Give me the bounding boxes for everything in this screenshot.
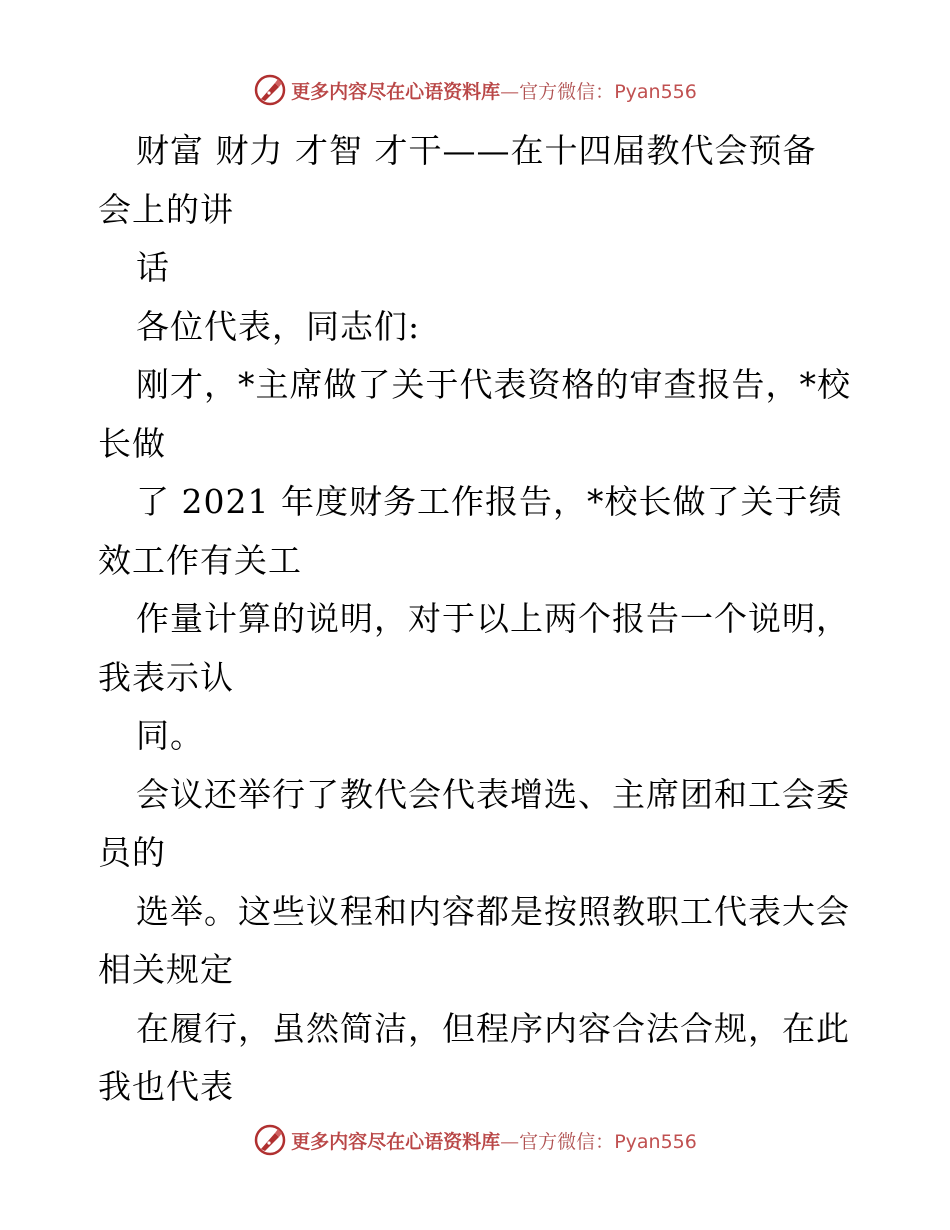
document-line: 长做 [98, 423, 166, 463]
document-line: 了 2021 年度财务工作报告，*校长做了关于绩 [136, 482, 843, 521]
watermark-wechat-id: Pyan556 [614, 1130, 697, 1153]
document-line: 选举。这些议程和内容都是按照教职工代表大会 [136, 891, 850, 931]
watermark-text [291, 1127, 697, 1154]
document-line: 我也代表 [98, 1067, 234, 1106]
watermark-separator: — [500, 1130, 520, 1153]
watermark-brand: 更多内容尽在心语资料库 [291, 1130, 501, 1153]
watermark-label: 官方微信： [519, 80, 615, 103]
watermark-label: 官方微信： [519, 1130, 615, 1153]
document-line: 我表示认 [98, 657, 234, 697]
document-line: 作量计算的说明，对于以上两个报告一个说明， [136, 599, 850, 638]
watermark-separator: — [500, 80, 520, 103]
document-line: 会上的讲 [98, 189, 234, 229]
document-body [98, 122, 858, 1117]
document-line: 话 [136, 248, 170, 287]
document-line: 相关规定 [98, 950, 234, 989]
document-line: 会议还举行了教代会代表增选、主席团和工会委 [136, 774, 850, 814]
pen-nib-logo-icon [253, 1123, 287, 1157]
document-line: 刚才，*主席做了关于代表资格的审查报告，*校 [136, 365, 851, 404]
watermark-top [0, 70, 950, 110]
document-line: 同。 [136, 716, 204, 755]
pen-nib-logo-icon [253, 73, 287, 107]
watermark-brand: 更多内容尽在心语资料库 [291, 80, 501, 103]
document-line: 员的 [98, 833, 166, 872]
document-line: 财富 财力 才智 才干——在十四届教代会预备 [136, 131, 817, 170]
document-line: 各位代表，同志们: [136, 306, 421, 346]
watermark-wechat-id: Pyan556 [614, 80, 697, 103]
watermark-bottom [0, 1120, 950, 1160]
watermark-text [291, 77, 697, 104]
document-line: 在履行，虽然简洁，但程序内容合法合规，在此 [136, 1008, 850, 1048]
document-line: 效工作有关工 [98, 540, 302, 580]
